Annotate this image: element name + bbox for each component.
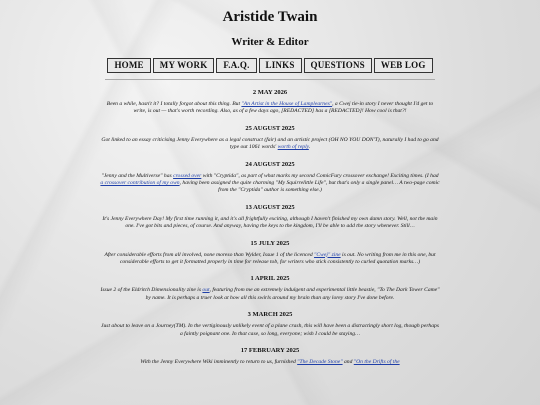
divider	[105, 79, 435, 80]
nav-questions[interactable]: QUESTIONS	[304, 58, 372, 73]
entry-link[interactable]: "On the Drifts of the	[353, 359, 400, 366]
entry-text: After considerable efforts from all involved, none moreso than Wylder, Issue 1 of the licenced "Cwej" zine is out. No writing from me in this one, but considerable efforts to get it formatted properly in time for release tob, for writers who stick consistently to curled quotation marks…)	[104, 251, 436, 266]
log-entry	[0, 311, 540, 338]
entry-link[interactable]: a crossover contribution of my own	[100, 180, 180, 187]
log-entry	[0, 161, 540, 195]
entry-text: Got linked to an essay criticising Jenny Everywhere as a legal construct (fair) and an artistic project (OH NO YOU DON'T), naturally I had to go and type out 1061 words' worth of reply.	[101, 136, 439, 151]
entry-date: 13 AUGUST 2025	[245, 203, 295, 211]
entry-date: 3 MARCH 2025	[247, 311, 293, 319]
entry-text: Just about to leave on a Journey(TM). In the vertiginously unlikely event of a plane crash, this will have been a distractingly short log, though perhaps a faintly poignant one. In that case, so long, everyone; wish I could be staying…	[101, 323, 439, 337]
entry-link[interactable]: "Cwej" zine	[314, 251, 341, 258]
log-entry	[0, 204, 540, 231]
entry-text: "Jenny and the Multiverse" has crossed over with "Cryptida", as part of what marks my second ComicFury crossover exchange! Exciting times. (I had a crossover contribution of my own, having been assigned the quite charming "My Squirrelittle Life", but that's only a single panel… A two-page comic from the "Cryptida" author is something else.)	[100, 172, 440, 194]
log-entry	[0, 275, 540, 302]
entry-text: It's Jenny Everywhere Day! My first time running it, and it's all frightfully exciting, although I haven't finished my own damn story. Well, not the main one. I've got bits and pieces, of course. And anyway, having the keys to the kingdom, I'll be able to add the story whenever. Still…	[102, 215, 438, 230]
entry-link[interactable]: out	[202, 287, 210, 294]
log-entry	[0, 347, 540, 366]
entry-link[interactable]: crossed over	[173, 172, 202, 179]
entry-date: 25 AUGUST 2025	[245, 124, 295, 132]
entry-date: 2 MAY 2026	[252, 89, 288, 96]
entry-date: 24 AUGUST 2025	[245, 160, 295, 168]
entry-date: 17 FEBRUARY 2025	[240, 347, 300, 355]
entry-text: Been a while, hasn't it? I totally forgot about this thing. But "An Artist in the House of Lamplearnes", a Cwej tie-in story I never thought I'd get to write, is out — that's worth recording. Also, as of a few days ago, [REDACTED] has a [REDACTED]! How cool is that?!	[106, 101, 434, 115]
log-entry	[0, 240, 540, 267]
entry-link[interactable]: "The Decade Stone"	[297, 359, 343, 366]
site-title: Aristide Twain	[222, 9, 318, 25]
nav-home[interactable]: HOME	[107, 58, 150, 73]
entry-text: With the Jenny Everywhere Wiki imminently to return to us, furnished "The Decade Stone" and "On the Drifts of the	[140, 359, 400, 366]
site-subtitle: Writer & Editor	[231, 36, 309, 48]
nav-my-work[interactable]: MY WORK	[153, 58, 215, 73]
entry-link[interactable]: worth of reply	[277, 144, 309, 151]
nav-web-log[interactable]: WEB LOG	[374, 58, 433, 73]
nav-faq[interactable]: F.A.Q.	[216, 58, 256, 73]
entry-date: 15 JULY 2025	[250, 239, 290, 247]
log-entry	[0, 89, 540, 116]
entry-text: Issue 2 of the Eldritch Dimensionality zine is out, featuring from me an extremely indulgent and experimental little beastie, "To The Dark Tower Came" by name. It is perhaps a truer look at how all this swirls around my brain than any lorey story I've done before.	[100, 287, 440, 301]
log-entry	[0, 125, 540, 152]
entry-date: 1 APRIL 2025	[250, 275, 290, 283]
entry-link[interactable]: "An Artist in the House of Lamplearnes"	[241, 101, 333, 107]
nav-bar	[0, 58, 540, 73]
nav-links[interactable]: LINKS	[259, 58, 302, 73]
